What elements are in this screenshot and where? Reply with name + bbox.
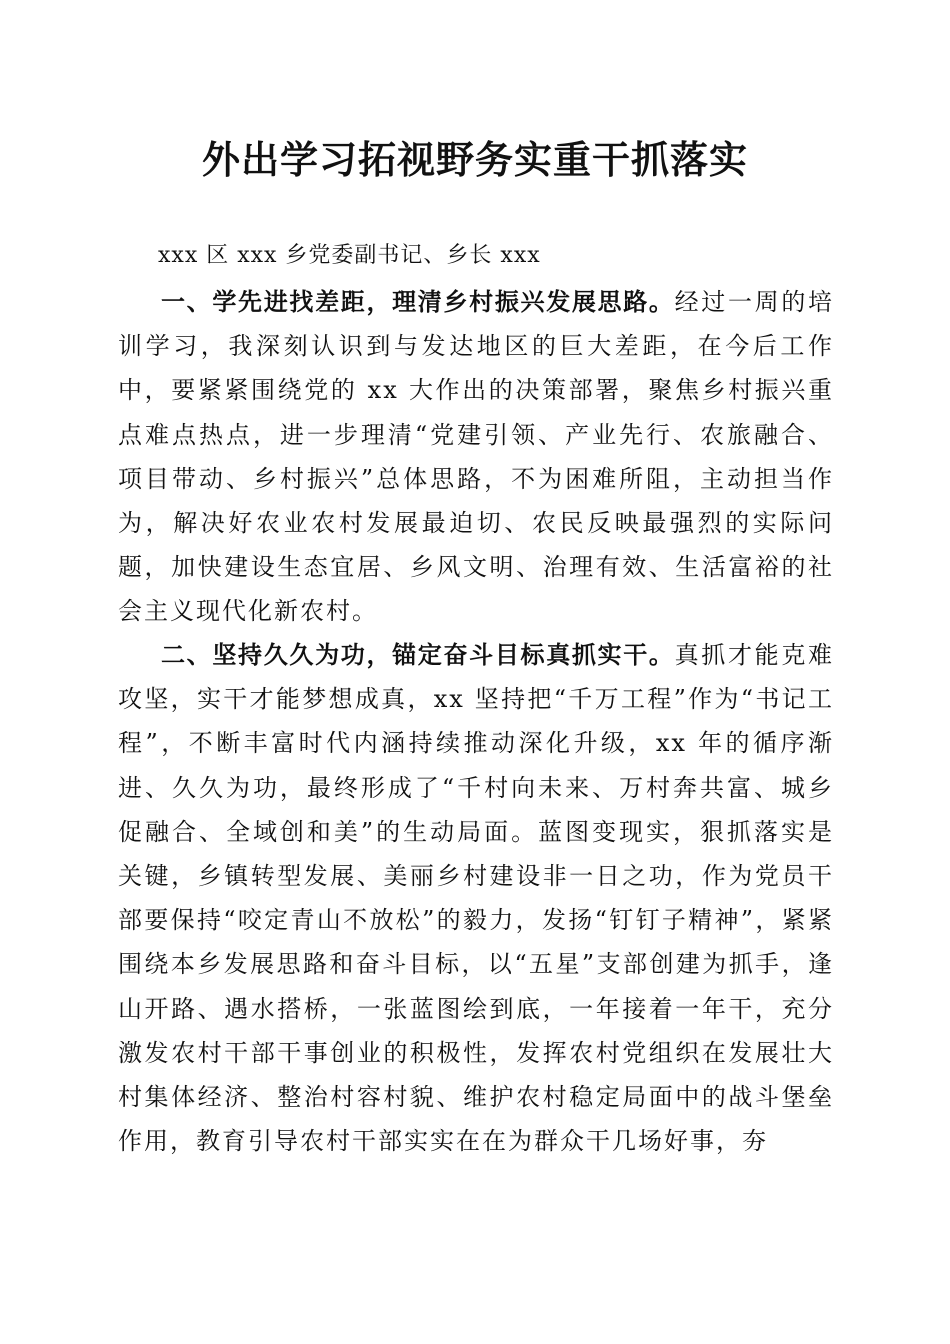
paragraph-1 [118,280,834,634]
paragraph-1-heading: 一、学先进找差距，理清乡村振兴发展思路。 [161,288,675,316]
paragraph-2 [118,633,834,1163]
paragraph-2-body: 真抓才能克难攻坚，实干才能梦想成真，xx 坚持把“千万工程”作为“书记工程”，不断丰富时代内涵持续推动深化升级，xx 年的循序渐进、久久为功，最终形成了“千村向未来、万村奔共富、城乡促融合、全域创和美”的生动局面。蓝图变现实，狠抓落实是关键，乡镇转型发展、美丽乡村建设非一日之功，作为党员干部要保持“咬定青山不放松”的毅力，发扬“钉钉子精神”，紧紧围绕本乡发展思路和奋斗目标，以“五星”支部创建为抓手，逢山开路、遇水搭桥，一张蓝图绘到底，一年接着一年干，充分激发农村干部干事创业的积极性，发挥农村党组织在发展壮大村集体经济、整治村容村貌、维护农村稳定局面中的战斗堡垒作用，教育引导农村干部实实在在为群众干几场好事，夯 [118,641,835,1156]
paragraph-2-heading: 二、坚持久久为功，锚定奋斗目标真抓实干。 [161,641,675,669]
author-line: xxx 区 xxx 乡党委副书记、乡长 xxx [158,243,541,268]
paragraph-1-body: 经过一周的培训学习，我深刻认识到与发达地区的巨大差距，在今后工作中，要紧紧围绕党的 xx 大作出的决策部署，聚焦乡村振兴重点难点热点，进一步理清“党建引领、产业先行、农旅融合、项目带动、乡村振兴”总体思路，不为困难所阻，主动担当作为，解决好农业农村发展最迫切、农民反映最强烈的实际问题，加快建设生态宜居、乡风文明、治理有效、生活富裕的社会主义现代化新农村。 [118,288,835,626]
document-title: 外出学习拓视野务实重干抓落实 [201,137,748,182]
